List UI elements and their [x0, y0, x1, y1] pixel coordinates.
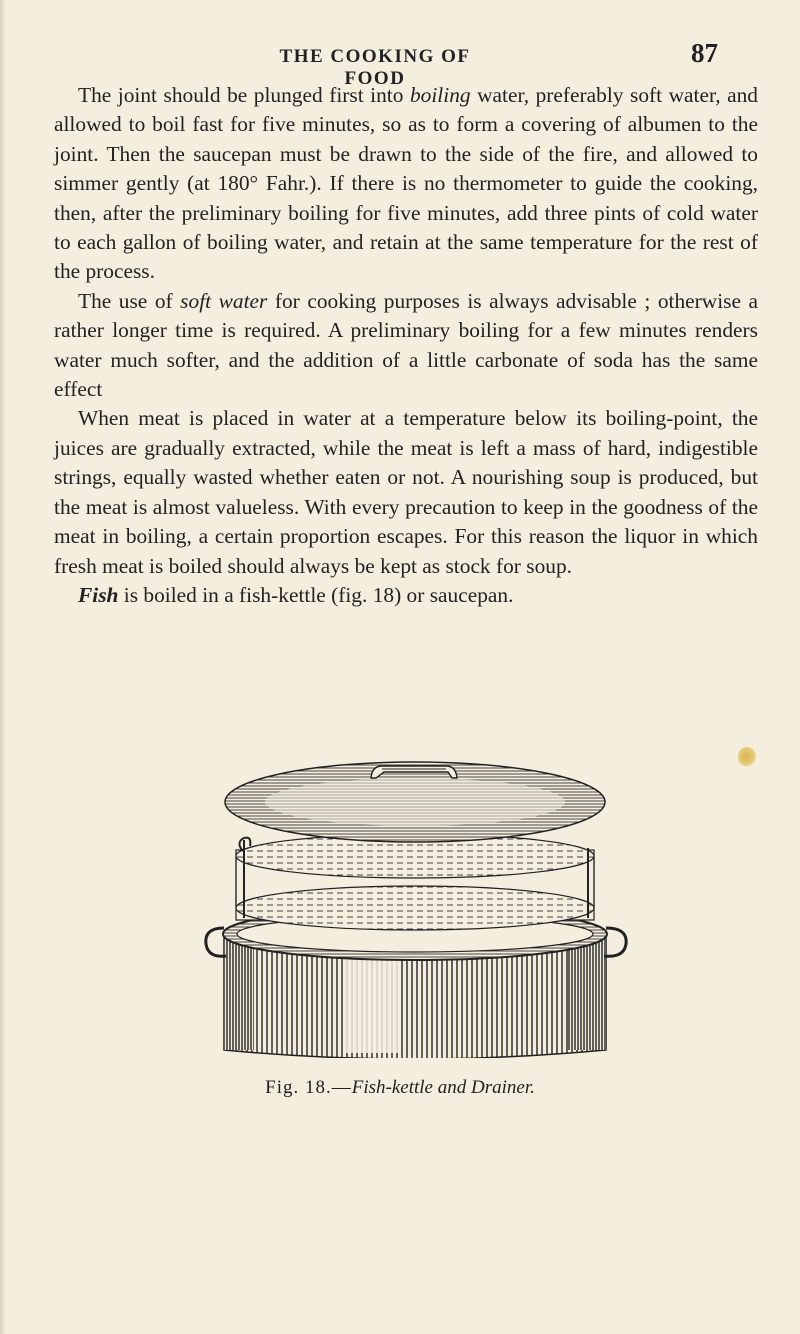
paragraph-2-part-a: The use of: [78, 288, 181, 313]
emphasis-boiling: boiling: [409, 83, 471, 107]
page-edge: [0, 0, 6, 1334]
emphasis-soft-water: soft water: [180, 288, 268, 313]
paragraph-1: [54, 81, 758, 287]
page-number: 87: [691, 38, 718, 68]
body-text: [54, 81, 758, 610]
paragraph-4-part-b: is boiled in a fish-kettle (fig. 18) or saucepan.: [118, 582, 514, 607]
paragraph-1-part-c: water, preferably soft water, and allowed to boil fast for five minutes, so as to form a covering of albumen to the joint. Then the saucepan must be drawn to the side of the fire, and allowed to simmer gently (at 180° Fahr.). If there is no thermometer to guide the cooking, then, after the preliminary boiling for five minutes, add three pints of cold water to each gallon of boiling water, and retain at the same temperature for the rest of the process.: [54, 83, 759, 284]
figure-caption: [0, 1077, 800, 1099]
caption-title: Fish-kettle and Drainer.: [351, 1077, 535, 1098]
drainer-bottom: [236, 886, 594, 930]
emphasis-fish: Fish: [78, 582, 119, 607]
caption-label: Fig. 18.—: [265, 1077, 352, 1098]
paragraph-3: When meat is placed in water at a temperature below its boiling-point, the juices are gradually extracted, while the meat is left a mass of hard, indigestible strings, equally wasted whether eaten or not. A nourishing soup is produced, but the meat is almost valueless. With every precaution to keep in the goodness of the meat in boiling, a certain proportion escapes. For this reason the liquor in which fresh meat is boiled should always be kept as stock for soup.: [54, 406, 758, 578]
paragraph-1-part-a: The joint should be plunged first into: [78, 83, 410, 107]
fish-kettle-illustration: [196, 758, 636, 1058]
running-head: THE COOKING OF FOOD: [279, 46, 471, 89]
kettle-shadow-right: [568, 938, 606, 1050]
paragraph-2: [54, 287, 758, 405]
kettle-shadow-left: [224, 938, 254, 1050]
ink-stain: [738, 747, 756, 767]
paragraph-2-part-c: for cooking purposes is always advisable ; otherwise a rather longer time is required. A preliminary boiling for a few minutes renders water much softer, and the addition of a little carbonate of soda has the same effect: [54, 288, 758, 402]
paragraph-4: [54, 581, 758, 610]
lid-highlight: [265, 778, 565, 826]
